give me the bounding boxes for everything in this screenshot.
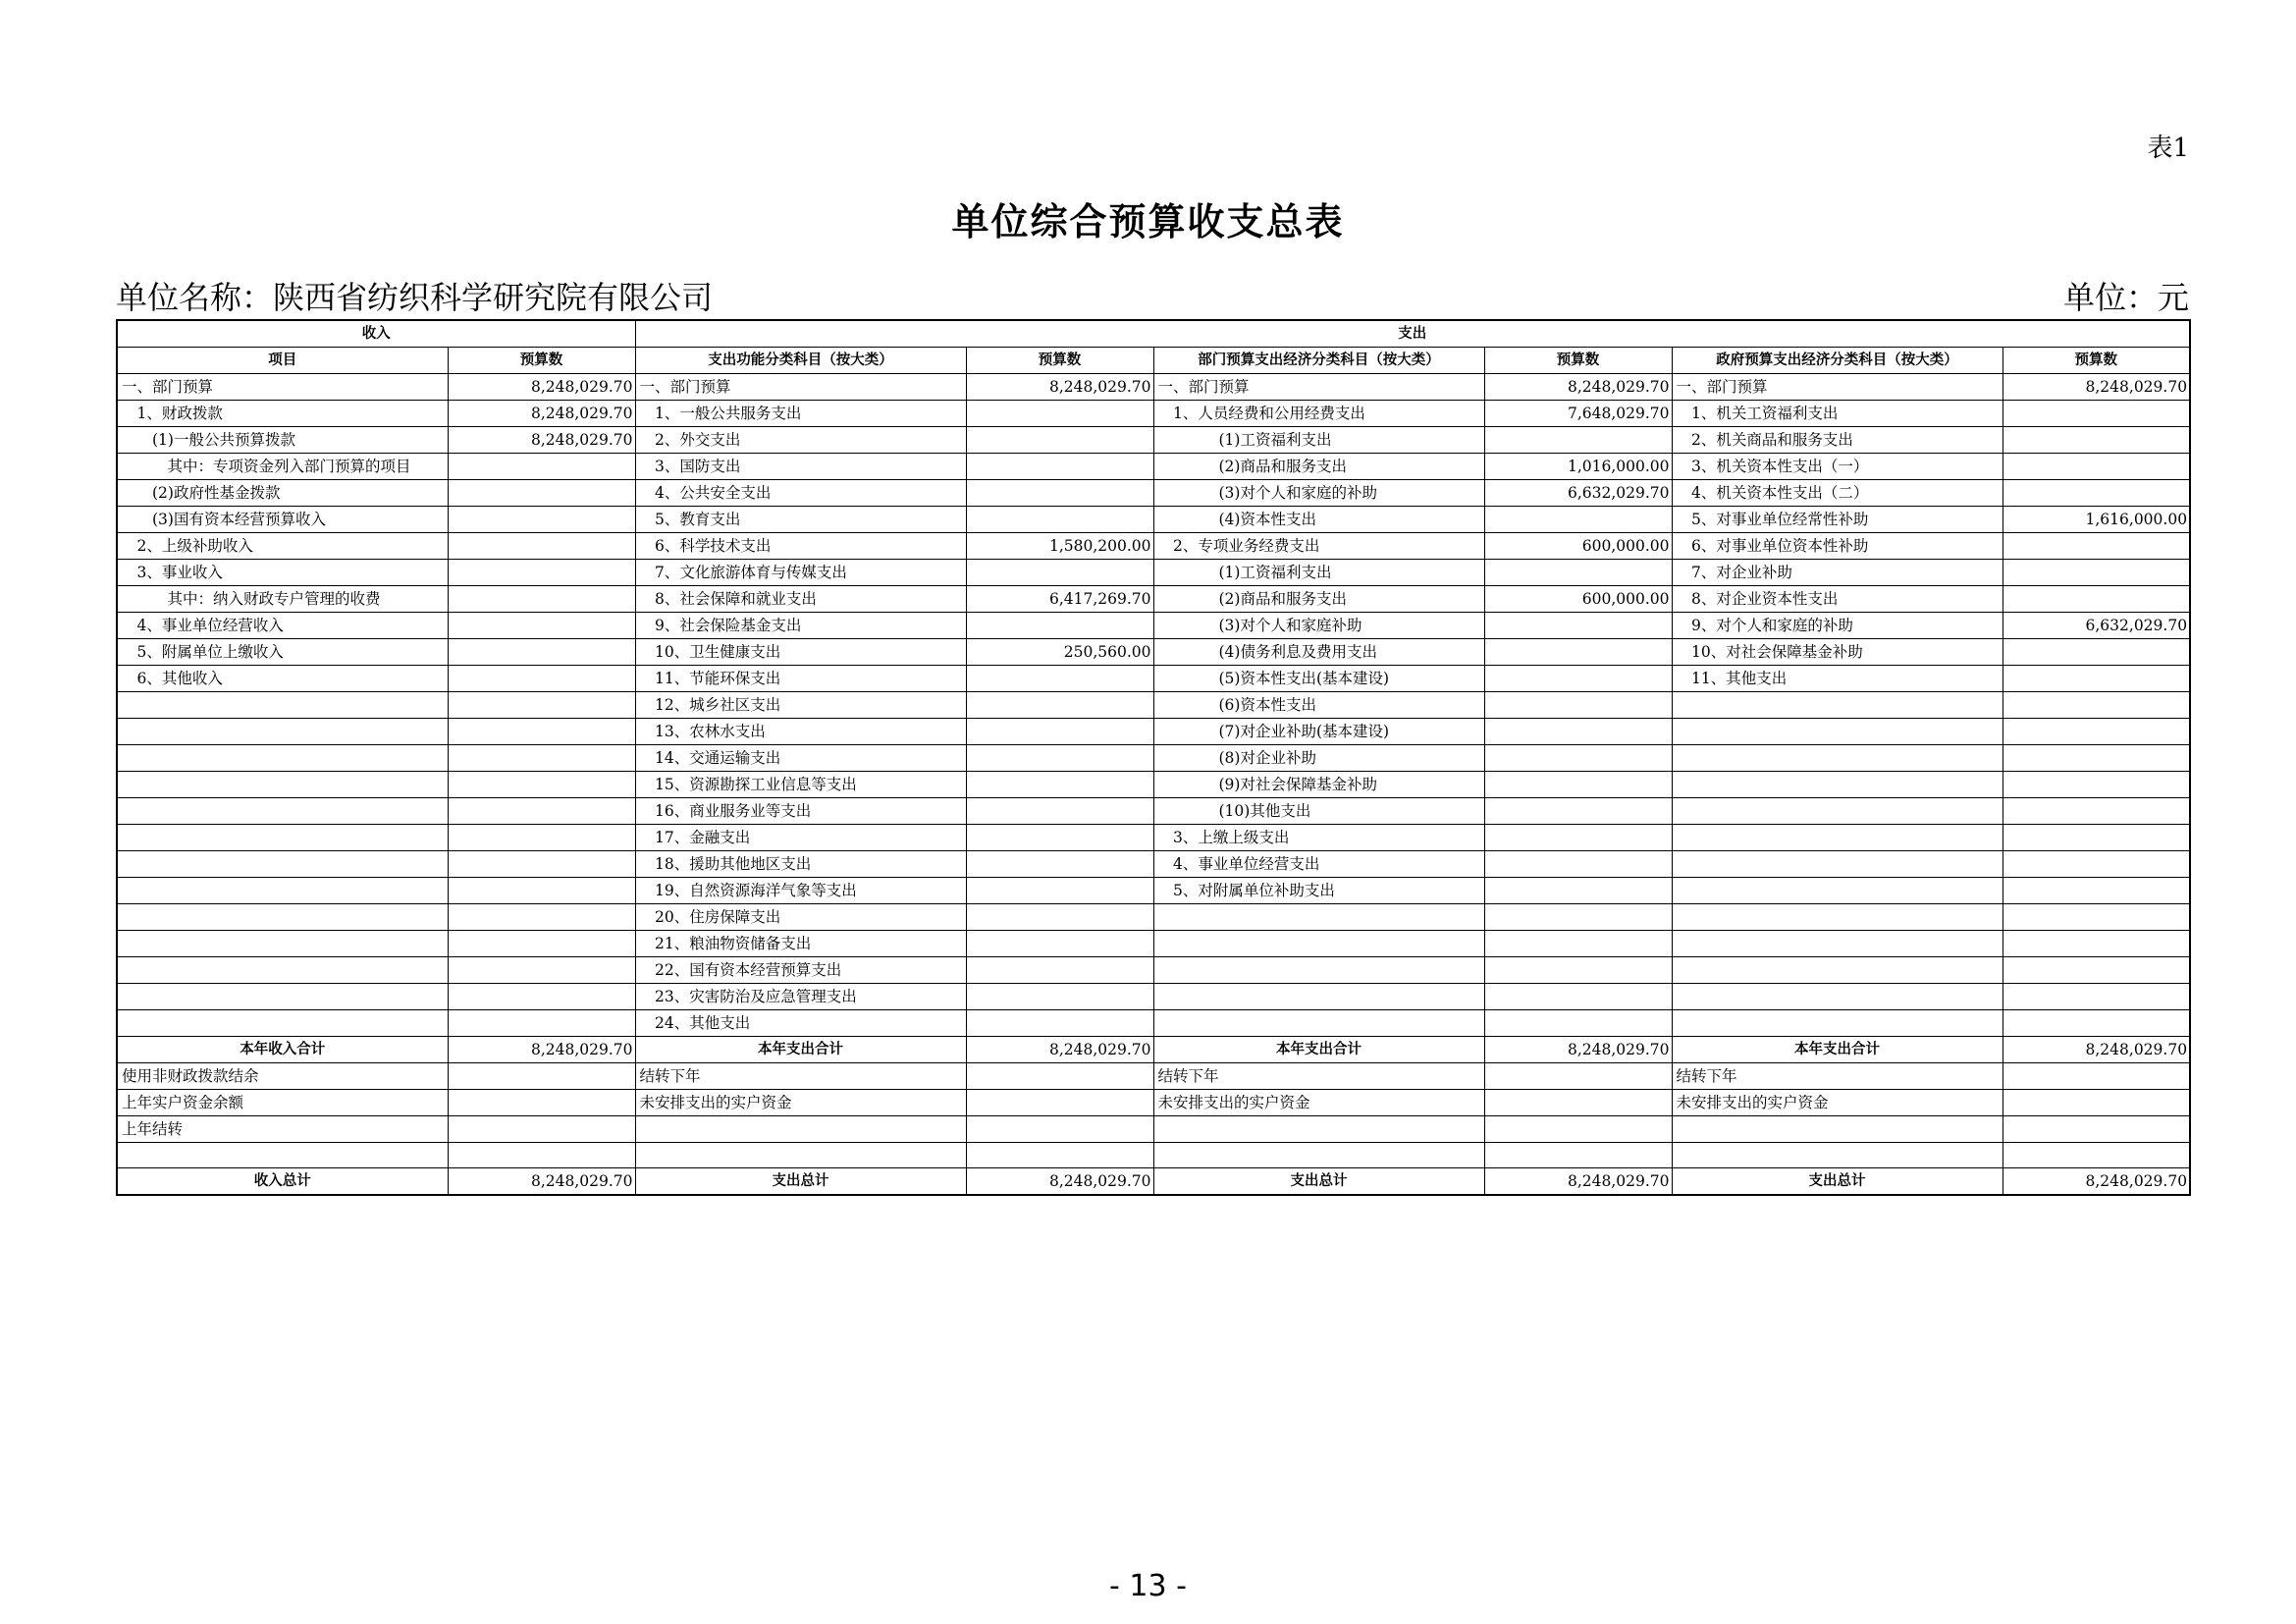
amount-cell: 6,632,029.70 xyxy=(1484,480,1672,507)
item-cell: 8、社会保障和就业支出 xyxy=(635,586,966,613)
item-cell xyxy=(117,798,448,825)
amount-header: 预算数 xyxy=(2002,348,2190,374)
table-row xyxy=(117,904,2190,931)
amount-cell: 7,648,029.70 xyxy=(1484,401,1672,427)
expense-header: 支出 xyxy=(635,320,2190,348)
amount-cell xyxy=(2002,878,2190,904)
amount-cell xyxy=(2002,666,2190,692)
amount-cell xyxy=(1484,851,1672,878)
amount-cell xyxy=(966,454,1153,480)
item-cell: (1)工资福利支出 xyxy=(1153,560,1484,586)
amount-cell xyxy=(448,1090,635,1116)
table-row xyxy=(117,931,2190,957)
amount-cell xyxy=(966,1116,1153,1143)
item-cell: (2)商品和服务支出 xyxy=(1153,454,1484,480)
table-row xyxy=(117,427,2190,454)
item-cell: 本年支出合计 xyxy=(635,1037,966,1063)
item-cell: 支出总计 xyxy=(1672,1168,2002,1196)
amount-cell xyxy=(448,1143,635,1168)
item-cell: 未安排支出的实户资金 xyxy=(1153,1090,1484,1116)
item-cell: 一、部门预算 xyxy=(1153,374,1484,401)
item-cell: 一、部门预算 xyxy=(635,374,966,401)
amount-cell xyxy=(2002,1063,2190,1090)
item-cell xyxy=(1153,984,1484,1010)
amount-cell: 8,248,029.70 xyxy=(966,374,1153,401)
amount-cell xyxy=(2002,533,2190,560)
amount-header: 预算数 xyxy=(448,348,635,374)
item-cell: 结转下年 xyxy=(635,1063,966,1090)
table-row xyxy=(117,957,2190,984)
amount-cell: 8,248,029.70 xyxy=(448,401,635,427)
item-cell: 1、一般公共服务支出 xyxy=(635,401,966,427)
item-cell: (3)对个人和家庭补助 xyxy=(1153,613,1484,639)
amount-cell xyxy=(448,507,635,533)
amount-cell xyxy=(2002,1143,2190,1168)
item-cell: (3)对个人和家庭的补助 xyxy=(1153,480,1484,507)
item-cell xyxy=(1153,1116,1484,1143)
item-cell: (7)对企业补助(基本建设) xyxy=(1153,719,1484,745)
amount-cell xyxy=(2002,480,2190,507)
amount-cell xyxy=(966,427,1153,454)
amount-cell: 6,632,029.70 xyxy=(2002,613,2190,639)
table-row xyxy=(117,692,2190,719)
item-cell: 4、机关资本性支出（二） xyxy=(1672,480,2002,507)
amount-cell xyxy=(448,666,635,692)
amount-cell xyxy=(966,719,1153,745)
amount-cell xyxy=(2002,586,2190,613)
item-cell: (1)一般公共预算拨款 xyxy=(117,427,448,454)
table-row xyxy=(117,586,2190,613)
amount-cell xyxy=(1484,692,1672,719)
item-cell xyxy=(1672,772,2002,798)
amount-cell xyxy=(448,1116,635,1143)
amount-cell xyxy=(2002,1116,2190,1143)
amount-cell: 8,248,029.70 xyxy=(2002,1168,2190,1196)
item-cell: 使用非财政拨款结余 xyxy=(117,1063,448,1090)
item-cell: 支出总计 xyxy=(635,1168,966,1196)
amount-cell xyxy=(448,692,635,719)
item-cell: (8)对企业补助 xyxy=(1153,745,1484,772)
amount-cell xyxy=(2002,692,2190,719)
amount-cell: 1,016,000.00 xyxy=(1484,454,1672,480)
item-cell: 12、城乡社区支出 xyxy=(635,692,966,719)
func-class-header: 支出功能分类科目（按大类） xyxy=(635,348,966,374)
amount-cell xyxy=(448,613,635,639)
amount-cell xyxy=(1484,639,1672,666)
item-cell xyxy=(1672,851,2002,878)
table-row xyxy=(117,560,2190,586)
amount-cell xyxy=(1484,1143,1672,1168)
item-cell: (5)资本性支出(基本建设) xyxy=(1153,666,1484,692)
item-cell xyxy=(117,1010,448,1037)
amount-cell xyxy=(1484,719,1672,745)
amount-cell xyxy=(448,772,635,798)
table-row xyxy=(117,825,2190,851)
amount-cell xyxy=(448,454,635,480)
item-cell: 17、金融支出 xyxy=(635,825,966,851)
table-row xyxy=(117,613,2190,639)
amount-cell: 250,560.00 xyxy=(966,639,1153,666)
item-cell: 24、其他支出 xyxy=(635,1010,966,1037)
item-cell xyxy=(1672,692,2002,719)
table-row xyxy=(117,1063,2190,1090)
item-cell xyxy=(117,745,448,772)
budget-table xyxy=(116,319,2191,1196)
total-row xyxy=(117,1168,2190,1196)
amount-cell xyxy=(1484,957,1672,984)
item-cell xyxy=(1672,825,2002,851)
table-row xyxy=(117,454,2190,480)
amount-cell xyxy=(1484,1090,1672,1116)
item-cell: 2、上级补助收入 xyxy=(117,533,448,560)
item-cell: 2、外交支出 xyxy=(635,427,966,454)
amount-cell xyxy=(966,878,1153,904)
amount-cell xyxy=(2002,825,2190,851)
amount-cell xyxy=(448,586,635,613)
item-cell xyxy=(1672,798,2002,825)
amount-cell xyxy=(966,825,1153,851)
item-cell xyxy=(635,1143,966,1168)
item-cell xyxy=(117,1143,448,1168)
item-cell xyxy=(1153,931,1484,957)
item-cell: 收入总计 xyxy=(117,1168,448,1196)
item-cell: 本年支出合计 xyxy=(1153,1037,1484,1063)
item-cell: 18、援助其他地区支出 xyxy=(635,851,966,878)
item-cell: (3)国有资本经营预算收入 xyxy=(117,507,448,533)
table-row xyxy=(117,374,2190,401)
item-cell xyxy=(1672,1143,2002,1168)
amount-cell xyxy=(1484,613,1672,639)
item-cell xyxy=(117,772,448,798)
amount-header: 预算数 xyxy=(966,348,1153,374)
amount-cell xyxy=(448,851,635,878)
amount-cell xyxy=(1484,878,1672,904)
item-cell xyxy=(1153,957,1484,984)
item-cell: (4)债务利息及费用支出 xyxy=(1153,639,1484,666)
item-cell: 未安排支出的实户资金 xyxy=(1672,1090,2002,1116)
item-cell: 21、粮油物资储备支出 xyxy=(635,931,966,957)
amount-cell: 600,000.00 xyxy=(1484,533,1672,560)
amount-cell xyxy=(2002,745,2190,772)
amount-cell xyxy=(448,745,635,772)
amount-cell xyxy=(2002,931,2190,957)
item-cell xyxy=(1672,984,2002,1010)
item-cell xyxy=(117,931,448,957)
item-cell: 3、上缴上级支出 xyxy=(1153,825,1484,851)
item-cell xyxy=(1672,1116,2002,1143)
item-cell: 3、国防支出 xyxy=(635,454,966,480)
amount-cell xyxy=(448,719,635,745)
item-cell: 5、教育支出 xyxy=(635,507,966,533)
item-cell: 6、其他收入 xyxy=(117,666,448,692)
amount-cell: 8,248,029.70 xyxy=(2002,374,2190,401)
amount-cell xyxy=(1484,904,1672,931)
item-cell: 结转下年 xyxy=(1153,1063,1484,1090)
amount-cell xyxy=(448,825,635,851)
amount-cell xyxy=(1484,1010,1672,1037)
item-cell: (6)资本性支出 xyxy=(1153,692,1484,719)
item-cell: 本年支出合计 xyxy=(1672,1037,2002,1063)
amount-cell xyxy=(1484,1116,1672,1143)
amount-cell xyxy=(966,1143,1153,1168)
item-cell: 上年结转 xyxy=(117,1116,448,1143)
amount-cell xyxy=(1484,798,1672,825)
item-cell: 9、对个人和家庭的补助 xyxy=(1672,613,2002,639)
item-cell: 13、农林水支出 xyxy=(635,719,966,745)
page-title: 单位综合预算收支总表 xyxy=(951,200,1345,244)
item-cell: 其中：纳入财政专户管理的收费 xyxy=(117,586,448,613)
item-cell xyxy=(1672,904,2002,931)
item-cell: (1)工资福利支出 xyxy=(1153,427,1484,454)
item-cell xyxy=(117,825,448,851)
table-row xyxy=(117,851,2190,878)
amount-cell: 8,248,029.70 xyxy=(448,1168,635,1196)
amount-cell xyxy=(966,851,1153,878)
amount-cell: 8,248,029.70 xyxy=(1484,374,1672,401)
item-cell xyxy=(1672,1010,2002,1037)
table-row xyxy=(117,878,2190,904)
item-cell: 5、对附属单位补助支出 xyxy=(1153,878,1484,904)
item-cell: 4、公共安全支出 xyxy=(635,480,966,507)
amount-cell: 8,248,029.70 xyxy=(448,374,635,401)
amount-cell xyxy=(1484,825,1672,851)
item-cell xyxy=(1672,957,2002,984)
amount-cell xyxy=(2002,560,2190,586)
item-cell xyxy=(1672,719,2002,745)
table-row xyxy=(117,401,2190,427)
amount-cell xyxy=(966,798,1153,825)
amount-cell xyxy=(966,692,1153,719)
amount-cell xyxy=(448,533,635,560)
amount-cell xyxy=(966,984,1153,1010)
amount-cell xyxy=(2002,957,2190,984)
amount-cell xyxy=(1484,745,1672,772)
item-cell: 23、灾害防治及应急管理支出 xyxy=(635,984,966,1010)
item-cell: 上年实户资金余额 xyxy=(117,1090,448,1116)
dept-econ-class-header: 部门预算支出经济分类科目（按大类） xyxy=(1153,348,1484,374)
item-cell: 10、对社会保障基金补助 xyxy=(1672,639,2002,666)
amount-cell: 6,417,269.70 xyxy=(966,586,1153,613)
amount-cell xyxy=(1484,772,1672,798)
amount-cell xyxy=(2002,427,2190,454)
item-cell xyxy=(1672,931,2002,957)
item-cell: 22、国有资本经营预算支出 xyxy=(635,957,966,984)
item-cell: (2)政府性基金拨款 xyxy=(117,480,448,507)
item-cell: (4)资本性支出 xyxy=(1153,507,1484,533)
amount-cell: 1,580,200.00 xyxy=(966,533,1153,560)
item-cell: 2、专项业务经费支出 xyxy=(1153,533,1484,560)
amount-cell: 8,248,029.70 xyxy=(448,427,635,454)
amount-cell xyxy=(2002,401,2190,427)
table-row xyxy=(117,666,2190,692)
table-row xyxy=(117,480,2190,507)
table-row xyxy=(117,639,2190,666)
amount-cell xyxy=(448,639,635,666)
item-cell xyxy=(117,851,448,878)
amount-cell: 8,248,029.70 xyxy=(1484,1168,1672,1196)
amount-cell: 8,248,029.70 xyxy=(966,1037,1153,1063)
income-header: 收入 xyxy=(117,320,635,348)
page-number: - 13 - xyxy=(1109,1569,1187,1603)
item-cell: 8、对企业资本性支出 xyxy=(1672,586,2002,613)
total-row xyxy=(117,1037,2190,1063)
section-header-row xyxy=(117,320,2190,348)
amount-cell: 8,248,029.70 xyxy=(2002,1037,2190,1063)
item-cell: 结转下年 xyxy=(1672,1063,2002,1090)
amount-cell xyxy=(966,904,1153,931)
amount-cell xyxy=(2002,454,2190,480)
item-cell xyxy=(117,957,448,984)
amount-cell xyxy=(966,1090,1153,1116)
amount-cell xyxy=(448,984,635,1010)
amount-cell xyxy=(448,560,635,586)
amount-cell xyxy=(2002,798,2190,825)
amount-cell xyxy=(2002,851,2190,878)
item-cell: 一、部门预算 xyxy=(117,374,448,401)
item-cell: 14、交通运输支出 xyxy=(635,745,966,772)
amount-cell xyxy=(966,560,1153,586)
item-cell xyxy=(117,719,448,745)
item-cell: 1、人员经费和公用经费支出 xyxy=(1153,401,1484,427)
item-cell: 7、对企业补助 xyxy=(1672,560,2002,586)
amount-cell xyxy=(966,480,1153,507)
amount-header: 预算数 xyxy=(1484,348,1672,374)
item-cell xyxy=(1153,904,1484,931)
table-row xyxy=(117,1090,2190,1116)
amount-cell xyxy=(448,957,635,984)
amount-cell xyxy=(2002,984,2190,1010)
amount-cell xyxy=(2002,719,2190,745)
amount-cell xyxy=(966,772,1153,798)
amount-cell: 600,000.00 xyxy=(1484,586,1672,613)
amount-cell xyxy=(966,666,1153,692)
item-cell: (2)商品和服务支出 xyxy=(1153,586,1484,613)
item-header: 项目 xyxy=(117,348,448,374)
amount-cell xyxy=(1484,666,1672,692)
item-cell: 11、其他支出 xyxy=(1672,666,2002,692)
item-cell: 3、事业收入 xyxy=(117,560,448,586)
item-cell xyxy=(635,1116,966,1143)
item-cell xyxy=(1672,878,2002,904)
amount-cell xyxy=(1484,507,1672,533)
item-cell: 20、住房保障支出 xyxy=(635,904,966,931)
item-cell: 5、附属单位上缴收入 xyxy=(117,639,448,666)
amount-cell xyxy=(2002,1090,2190,1116)
item-cell: 5、对事业单位经常性补助 xyxy=(1672,507,2002,533)
item-cell: 4、事业单位经营支出 xyxy=(1153,851,1484,878)
table-row xyxy=(117,1010,2190,1037)
table-row xyxy=(117,533,2190,560)
table-row xyxy=(117,507,2190,533)
unit-line xyxy=(116,273,2189,318)
amount-cell xyxy=(966,401,1153,427)
amount-cell xyxy=(2002,1010,2190,1037)
table-row xyxy=(117,719,2190,745)
amount-cell xyxy=(1484,984,1672,1010)
item-cell: 支出总计 xyxy=(1153,1168,1484,1196)
item-cell: 16、商业服务业等支出 xyxy=(635,798,966,825)
item-cell: 1、机关工资福利支出 xyxy=(1672,401,2002,427)
table-row xyxy=(117,772,2190,798)
amount-cell: 8,248,029.70 xyxy=(448,1037,635,1063)
item-cell: 11、节能环保支出 xyxy=(635,666,966,692)
amount-cell: 8,248,029.70 xyxy=(1484,1037,1672,1063)
amount-cell xyxy=(448,931,635,957)
item-cell: 9、社会保险基金支出 xyxy=(635,613,966,639)
item-cell: 2、机关商品和服务支出 xyxy=(1672,427,2002,454)
item-cell: 10、卫生健康支出 xyxy=(635,639,966,666)
amount-cell xyxy=(448,798,635,825)
gov-econ-class-header: 政府预算支出经济分类科目（按大类） xyxy=(1672,348,2002,374)
item-cell: 一、部门预算 xyxy=(1672,374,2002,401)
item-cell: 本年收入合计 xyxy=(117,1037,448,1063)
item-cell xyxy=(1672,745,2002,772)
amount-cell xyxy=(1484,931,1672,957)
amount-cell xyxy=(448,480,635,507)
amount-cell xyxy=(448,904,635,931)
amount-cell xyxy=(966,1010,1153,1037)
table-row xyxy=(117,984,2190,1010)
item-cell xyxy=(117,878,448,904)
amount-cell xyxy=(448,1063,635,1090)
item-cell xyxy=(117,692,448,719)
amount-cell xyxy=(966,507,1153,533)
table-row xyxy=(117,1143,2190,1168)
item-cell: 19、自然资源海洋气象等支出 xyxy=(635,878,966,904)
item-cell: (9)对社会保障基金补助 xyxy=(1153,772,1484,798)
item-cell: 6、对事业单位资本性补助 xyxy=(1672,533,2002,560)
amount-cell xyxy=(2002,639,2190,666)
amount-cell xyxy=(966,931,1153,957)
item-cell: 3、机关资本性支出（一） xyxy=(1672,454,2002,480)
amount-cell xyxy=(966,613,1153,639)
item-cell: 7、文化旅游体育与传媒支出 xyxy=(635,560,966,586)
table-row xyxy=(117,1116,2190,1143)
amount-cell xyxy=(2002,772,2190,798)
amount-cell xyxy=(1484,1063,1672,1090)
amount-cell xyxy=(966,1063,1153,1090)
item-cell xyxy=(1153,1143,1484,1168)
item-cell: 其中：专项资金列入部门预算的项目 xyxy=(117,454,448,480)
item-cell xyxy=(117,984,448,1010)
item-cell: (10)其他支出 xyxy=(1153,798,1484,825)
item-cell: 15、资源勘探工业信息等支出 xyxy=(635,772,966,798)
table-row xyxy=(117,745,2190,772)
item-cell: 6、科学技术支出 xyxy=(635,533,966,560)
item-cell xyxy=(1153,1010,1484,1037)
table-number: 表1 xyxy=(2147,134,2189,163)
amount-cell xyxy=(2002,904,2190,931)
amount-cell: 8,248,029.70 xyxy=(966,1168,1153,1196)
amount-cell xyxy=(966,957,1153,984)
item-cell xyxy=(117,904,448,931)
unit-name: 单位名称：陕西省纺织科学研究院有限公司 xyxy=(116,279,714,316)
item-cell: 未安排支出的实户资金 xyxy=(635,1090,966,1116)
amount-cell xyxy=(1484,427,1672,454)
amount-cell xyxy=(966,745,1153,772)
amount-cell xyxy=(448,878,635,904)
item-cell: 1、财政拨款 xyxy=(117,401,448,427)
table-row xyxy=(117,798,2190,825)
amount-cell xyxy=(448,1010,635,1037)
amount-cell xyxy=(1484,560,1672,586)
column-header-row xyxy=(117,348,2190,374)
amount-cell: 1,616,000.00 xyxy=(2002,507,2190,533)
item-cell: 4、事业单位经营收入 xyxy=(117,613,448,639)
currency-unit: 单位：元 xyxy=(2062,279,2189,316)
